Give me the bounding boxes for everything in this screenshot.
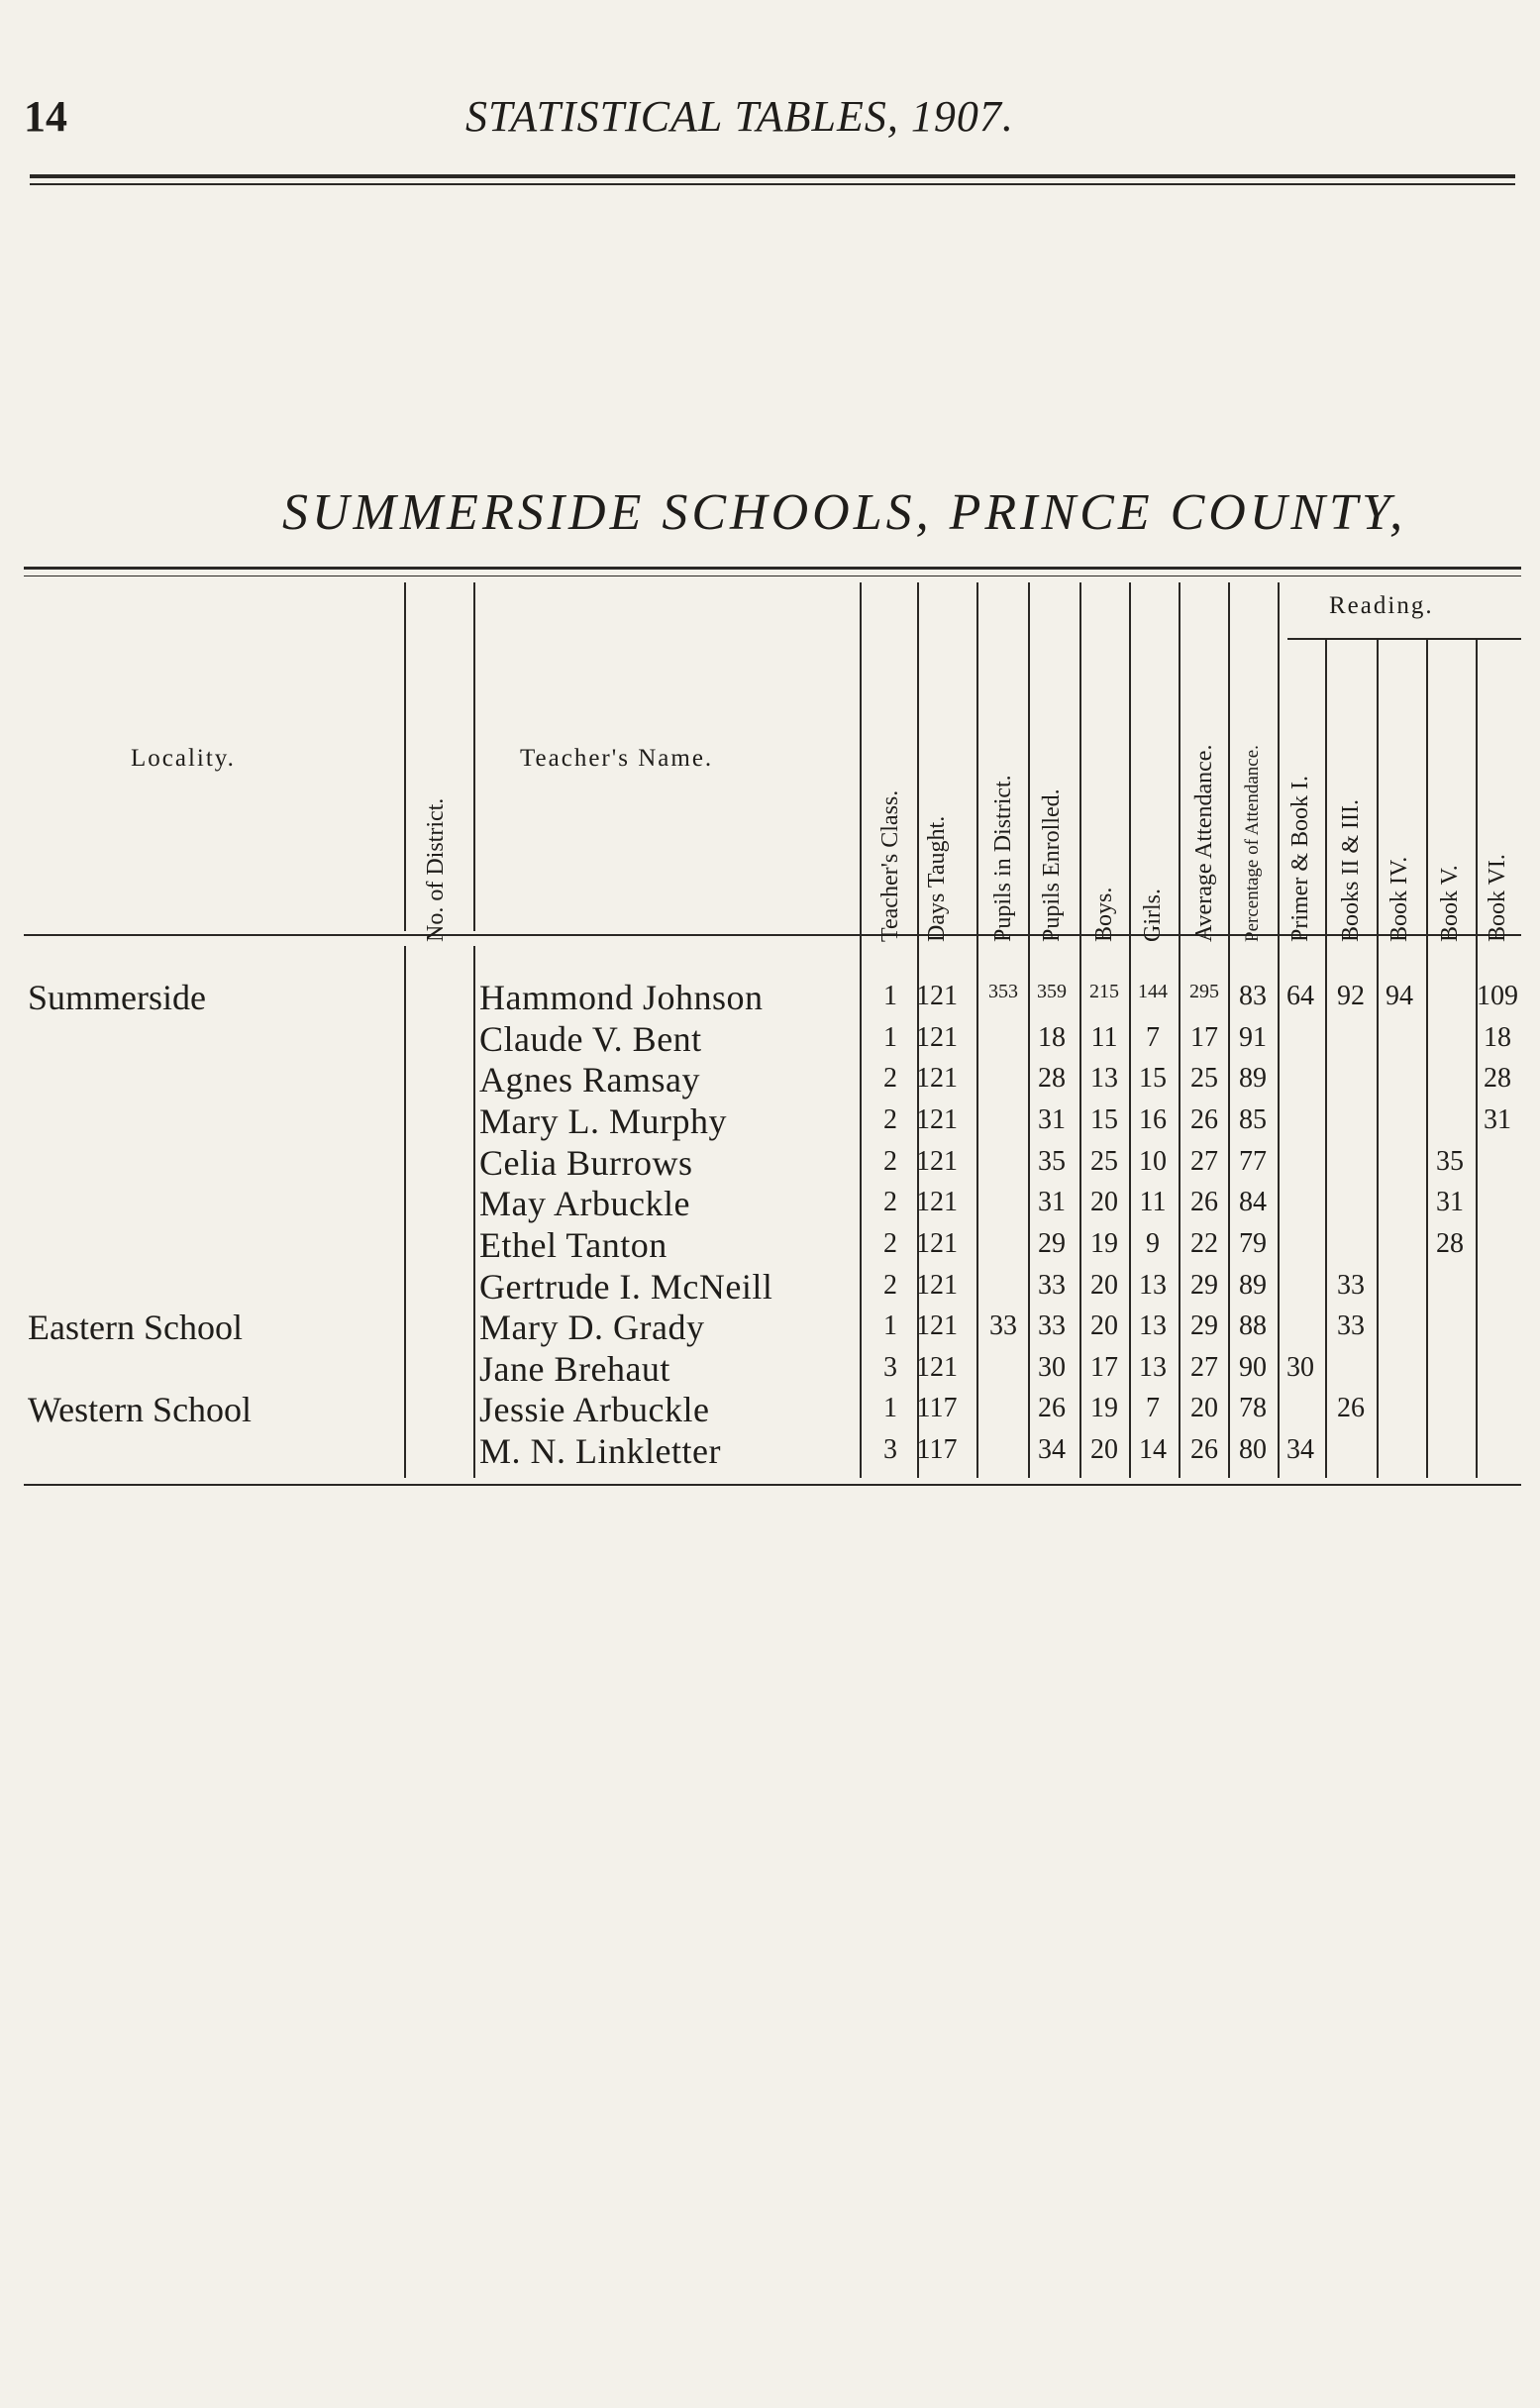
cell-girls: 15 [1139, 1063, 1167, 1094]
cell-cls: 2 [883, 1104, 897, 1135]
cell-days: 121 [916, 981, 958, 1011]
cell-avg: 17 [1190, 1022, 1218, 1053]
cell-cls: 2 [883, 1063, 897, 1094]
cell-pct: 89 [1239, 1063, 1267, 1094]
cell-pct: 88 [1239, 1310, 1267, 1341]
cell-cls: 2 [883, 1187, 897, 1217]
cell-primer: 30 [1286, 1352, 1314, 1383]
cell-avg: 26 [1190, 1187, 1218, 1217]
cell-cls: 2 [883, 1228, 897, 1259]
teacher-name-cell: Mary D. Grady [479, 1308, 705, 1347]
cell-pct: 89 [1239, 1270, 1267, 1301]
header-pct-attendance: Percentage of Attendance. [1242, 745, 1263, 942]
cell-enrolled: 29 [1038, 1228, 1066, 1259]
column-rule [976, 582, 978, 1478]
cell-pct: 91 [1239, 1022, 1267, 1053]
header-rule-thick [30, 174, 1515, 178]
header-locality: Locality. [131, 745, 236, 772]
cell-boys: 20 [1090, 1310, 1118, 1341]
cell-pupils-district: 33 [989, 1310, 1017, 1341]
cell-enrolled: 33 [1038, 1270, 1066, 1301]
cell-boys: 19 [1090, 1228, 1118, 1259]
reading-group-rule [1287, 638, 1521, 640]
header-primer-book1: Primer & Book I. [1287, 776, 1313, 942]
column-rule [404, 582, 406, 931]
cell-cls: 1 [883, 1022, 897, 1053]
cell-b6: 31 [1484, 1104, 1511, 1135]
cell-cls: 1 [883, 981, 897, 1011]
cell-days: 121 [916, 1146, 958, 1177]
cell-cls: 3 [883, 1352, 897, 1383]
teacher-name-cell: Hammond Johnson [479, 978, 764, 1017]
column-rule [404, 946, 406, 1478]
header-reading: Reading. [1329, 592, 1434, 619]
cell-pct: 85 [1239, 1104, 1267, 1135]
cell-primer: 34 [1286, 1434, 1314, 1465]
cell-days: 121 [916, 1063, 958, 1094]
teacher-name-cell: Ethel Tanton [479, 1225, 667, 1265]
locality-cell: Eastern School [28, 1308, 243, 1347]
cell-days: 121 [916, 1352, 958, 1383]
cell-cls: 2 [883, 1270, 897, 1301]
cell-girls: 13 [1139, 1310, 1167, 1341]
cell-avg: 29 [1190, 1310, 1218, 1341]
cell-girls: 10 [1139, 1146, 1167, 1177]
cell-girls: 14 [1139, 1434, 1167, 1465]
cell-primer: 64 [1286, 981, 1314, 1011]
teacher-name-cell: Jessie Arbuckle [479, 1390, 710, 1429]
cell-b6: 109 [1477, 981, 1518, 1011]
cell-avg: 22 [1190, 1228, 1218, 1259]
cell-pct: 77 [1239, 1146, 1267, 1177]
cell-b6: 28 [1484, 1063, 1511, 1094]
teacher-name-cell: Agnes Ramsay [479, 1060, 700, 1099]
header-book5: Book V. [1437, 865, 1463, 942]
locality-cell: Western School [28, 1390, 253, 1429]
cell-days: 121 [916, 1187, 958, 1217]
cell-pct: 80 [1239, 1434, 1267, 1465]
header-pupils-in-district: Pupils in District. [990, 775, 1016, 942]
cell-enrolled: 31 [1038, 1104, 1066, 1135]
cell-days: 117 [916, 1434, 958, 1465]
cell-avg: 20 [1190, 1393, 1218, 1423]
table-bottom-rule [24, 1484, 1521, 1486]
teacher-name-cell: May Arbuckle [479, 1184, 690, 1223]
header-book6: Book VI. [1485, 854, 1510, 942]
cell-days: 121 [916, 1228, 958, 1259]
cell-b5: 35 [1436, 1146, 1464, 1177]
cell-girls: 9 [1146, 1228, 1160, 1259]
cell-boys: 25 [1090, 1146, 1118, 1177]
header-books-2-3: Books II & III. [1338, 799, 1364, 942]
cell-enrolled: 26 [1038, 1393, 1066, 1423]
header-boys: Boys. [1091, 887, 1117, 942]
cell-b5: 31 [1436, 1187, 1464, 1217]
cell-cls: 1 [883, 1310, 897, 1341]
cell-avg: 29 [1190, 1270, 1218, 1301]
column-rule [473, 582, 475, 931]
locality-cell: Summerside [28, 978, 206, 1017]
teacher-name-cell: M. N. Linkletter [479, 1431, 721, 1471]
cell-pct: 90 [1239, 1352, 1267, 1383]
cell-girls: 11 [1139, 1187, 1167, 1217]
column-rule [1377, 640, 1379, 1478]
cell-pct: 84 [1239, 1187, 1267, 1217]
table-top-rule [24, 567, 1521, 570]
cell-pct: 83 [1239, 981, 1267, 1011]
cell-boys: 20 [1090, 1270, 1118, 1301]
cell-days: 121 [916, 1104, 958, 1135]
cell-enrolled: 30 [1038, 1352, 1066, 1383]
cell-boys: 11 [1090, 1022, 1118, 1053]
cell-enrolled: 359 [1037, 981, 1067, 1002]
column-rule [1426, 640, 1428, 1478]
cell-boys: 20 [1090, 1187, 1118, 1217]
cell-avg: 25 [1190, 1063, 1218, 1094]
cell-b23: 92 [1337, 981, 1365, 1011]
teacher-name-cell: Gertrude I. McNeill [479, 1267, 773, 1307]
cell-enrolled: 33 [1038, 1310, 1066, 1341]
cell-avg: 26 [1190, 1434, 1218, 1465]
cell-boys: 20 [1090, 1434, 1118, 1465]
cell-enrolled: 28 [1038, 1063, 1066, 1094]
teacher-name-cell: Jane Brehaut [479, 1349, 670, 1389]
header-pupils-enrolled: Pupils Enrolled. [1039, 788, 1065, 942]
cell-b23: 26 [1337, 1393, 1365, 1423]
cell-avg: 27 [1190, 1352, 1218, 1383]
cell-pupils-district: 353 [988, 981, 1018, 1002]
header-rule-thin [30, 183, 1515, 185]
cell-days: 121 [916, 1022, 958, 1053]
cell-days: 117 [916, 1393, 958, 1423]
cell-avg: 27 [1190, 1146, 1218, 1177]
teacher-name-cell: Claude V. Bent [479, 1019, 702, 1059]
cell-boys: 13 [1090, 1063, 1118, 1094]
cell-girls: 7 [1146, 1022, 1160, 1053]
cell-avg: 26 [1190, 1104, 1218, 1135]
cell-enrolled: 35 [1038, 1146, 1066, 1177]
cell-girls: 7 [1146, 1393, 1160, 1423]
cell-b4: 94 [1386, 981, 1413, 1011]
cell-boys: 19 [1090, 1393, 1118, 1423]
cell-b23: 33 [1337, 1270, 1365, 1301]
running-head: STATISTICAL TABLES, 1907. [465, 92, 1014, 141]
cell-cls: 2 [883, 1146, 897, 1177]
header-days-taught: Days Taught. [924, 815, 950, 942]
cell-boys: 215 [1089, 981, 1119, 1002]
cell-pct: 79 [1239, 1228, 1267, 1259]
cell-cls: 1 [883, 1393, 897, 1423]
cell-days: 121 [916, 1270, 958, 1301]
cell-girls: 13 [1139, 1352, 1167, 1383]
cell-b23: 33 [1337, 1310, 1365, 1341]
cell-b5: 28 [1436, 1228, 1464, 1259]
page-number: 14 [24, 92, 67, 141]
header-book4: Book IV. [1386, 856, 1412, 942]
cell-girls: 16 [1139, 1104, 1167, 1135]
teacher-name-cell: Celia Burrows [479, 1143, 693, 1183]
cell-boys: 15 [1090, 1104, 1118, 1135]
cell-days: 121 [916, 1310, 958, 1341]
cell-enrolled: 31 [1038, 1187, 1066, 1217]
header-teacher-name: Teacher's Name. [520, 745, 714, 772]
header-teacher-class: Teacher's Class. [877, 789, 903, 942]
cell-avg: 295 [1189, 981, 1219, 1002]
cell-b6: 18 [1484, 1022, 1511, 1053]
cell-girls: 13 [1139, 1270, 1167, 1301]
teacher-name-cell: Mary L. Murphy [479, 1101, 727, 1141]
table-title: SUMMERSIDE SCHOOLS, PRINCE COUNTY, [282, 484, 1407, 541]
cell-enrolled: 18 [1038, 1022, 1066, 1053]
column-rule [1476, 640, 1478, 1478]
cell-enrolled: 34 [1038, 1434, 1066, 1465]
cell-girls: 144 [1138, 981, 1168, 1002]
header-girls: Girls. [1140, 889, 1166, 942]
column-rule [473, 946, 475, 1478]
cell-pct: 78 [1239, 1393, 1267, 1423]
header-avg-attendance: Average Attendance. [1191, 744, 1217, 942]
cell-cls: 3 [883, 1434, 897, 1465]
header-district: No. of District. [423, 797, 449, 942]
cell-boys: 17 [1090, 1352, 1118, 1383]
